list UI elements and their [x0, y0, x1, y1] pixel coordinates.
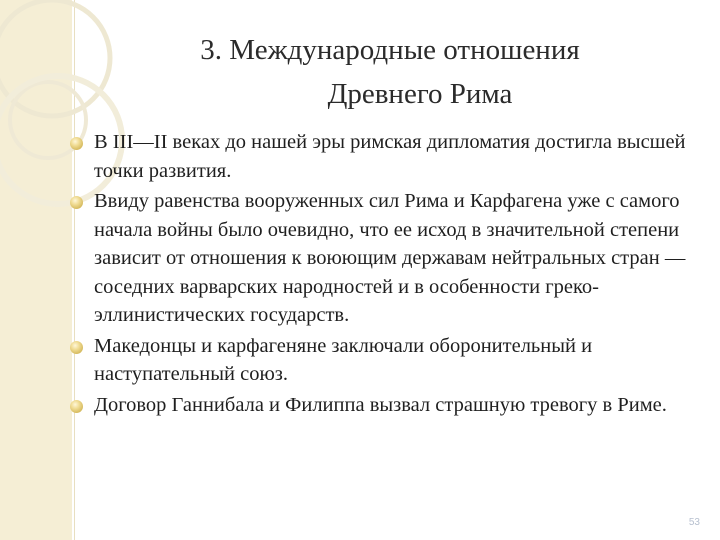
bullet-dot-icon [70, 137, 83, 150]
slide-title-line-1: 3. Международные отношения [200, 34, 580, 66]
page-number: 53 [688, 517, 700, 528]
bullet-list [94, 128, 706, 421]
bullet-item [94, 187, 706, 330]
bullet-item [94, 128, 706, 185]
bullet-dot-icon [70, 341, 83, 354]
bullet-item [94, 391, 706, 420]
bullet-text: Македонцы и карфагеняне заключали оборонительный и наступательный союз. [94, 334, 593, 385]
bullet-dot-icon [70, 196, 83, 209]
bullet-text: Договор Ганнибала и Филиппа вызвал страшную тревогу в Риме. [94, 393, 667, 416]
bullet-item [94, 332, 706, 389]
bullet-text: В III—II веках до нашей эры римская дипломатия достигла высшей точки развития. [94, 131, 686, 182]
bullet-dot-icon [70, 400, 83, 413]
slide-title-line-2: Древнего Рима [327, 78, 513, 110]
bullet-text: Ввиду равенства вооруженных сил Рима и Карфагена уже с самого начала войны было очевидно, что ее исход в значительной степени зависит от отношения к воюющим державам нейтральных стран — соседних варварских народностей и в особенности греко-эллинистических государств. [94, 190, 686, 326]
slide-title [140, 28, 640, 116]
